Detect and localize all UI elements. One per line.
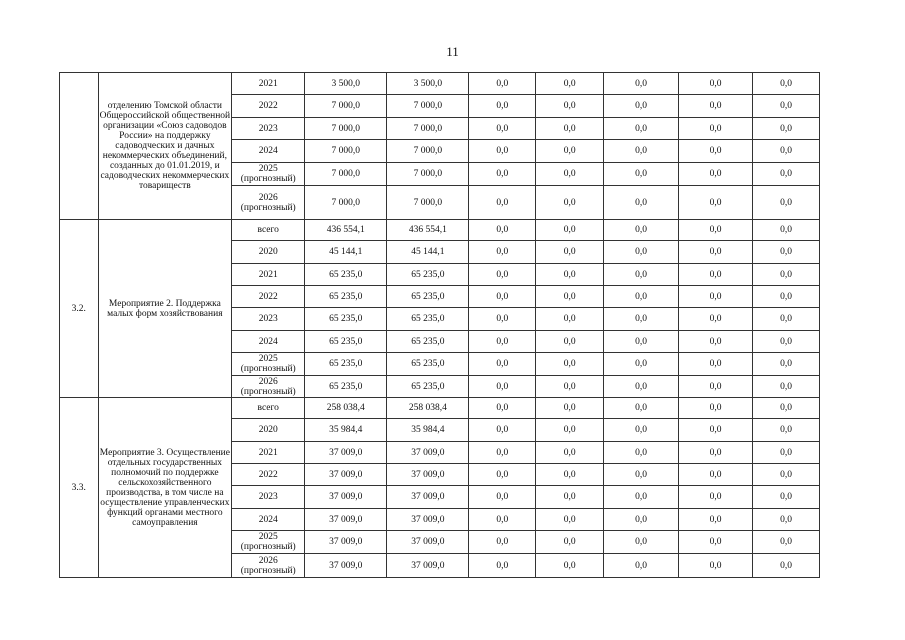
cell-year: 2023: [232, 118, 305, 140]
cell-source-3: 0,0: [536, 353, 604, 376]
cell-year: 2026 (прогнозный): [232, 554, 305, 578]
cell-source-5: 0,0: [679, 186, 753, 220]
cell-year: 2023: [232, 308, 305, 331]
cell-total: 3 500,0: [305, 73, 387, 95]
table-row: [60, 73, 820, 95]
cell-source-6: 0,0: [753, 140, 820, 163]
cell-source-4: 0,0: [604, 286, 679, 308]
cell-source-5: 0,0: [679, 163, 753, 186]
cell-source-1: 436 554,1: [387, 220, 469, 241]
cell-source-3: 0,0: [536, 486, 604, 509]
cell-source-4: 0,0: [604, 464, 679, 486]
cell-source-6: 0,0: [753, 220, 820, 241]
cell-source-3: 0,0: [536, 286, 604, 308]
cell-source-3: 0,0: [536, 419, 604, 442]
cell-source-3: 0,0: [536, 264, 604, 286]
cell-source-6: 0,0: [753, 241, 820, 264]
cell-source-4: 0,0: [604, 486, 679, 509]
cell-source-6: 0,0: [753, 331, 820, 353]
cell-source-6: 0,0: [753, 118, 820, 140]
cell-source-6: 0,0: [753, 353, 820, 376]
cell-total: 436 554,1: [305, 220, 387, 241]
cell-source-4: 0,0: [604, 186, 679, 220]
cell-source-1: 35 984,4: [387, 419, 469, 442]
cell-source-3: 0,0: [536, 308, 604, 331]
cell-source-4: 0,0: [604, 308, 679, 331]
cell-source-1: 45 144,1: [387, 241, 469, 264]
cell-total: 45 144,1: [305, 241, 387, 264]
cell-year: 2020: [232, 241, 305, 264]
cell-year: 2025 (прогнозный): [232, 531, 305, 554]
cell-source-1: 7 000,0: [387, 140, 469, 163]
cell-source-2: 0,0: [469, 464, 536, 486]
cell-total: 37 009,0: [305, 509, 387, 531]
cell-total: 37 009,0: [305, 531, 387, 554]
cell-source-1: 65 235,0: [387, 353, 469, 376]
cell-source-2: 0,0: [469, 531, 536, 554]
cell-source-4: 0,0: [604, 95, 679, 118]
cell-source-4: 0,0: [604, 331, 679, 353]
cell-source-5: 0,0: [679, 554, 753, 578]
cell-source-4: 0,0: [604, 554, 679, 578]
cell-source-1: 37 009,0: [387, 486, 469, 509]
item-name: Мероприятие 3. Осуществление отдельных государственных полномочий по поддержке сельскохозяйственного производства, в том числе на осуществление управленческих функций органами местного самоуправления: [98, 398, 232, 578]
cell-source-1: 258 038,4: [387, 398, 469, 419]
cell-source-1: 7 000,0: [387, 118, 469, 140]
cell-total: 7 000,0: [305, 95, 387, 118]
cell-source-2: 0,0: [469, 286, 536, 308]
cell-source-4: 0,0: [604, 509, 679, 531]
cell-source-3: 0,0: [536, 442, 604, 464]
cell-source-6: 0,0: [753, 95, 820, 118]
cell-source-5: 0,0: [679, 398, 753, 419]
cell-total: 35 984,4: [305, 419, 387, 442]
cell-source-3: 0,0: [536, 376, 604, 398]
cell-source-2: 0,0: [469, 140, 536, 163]
cell-source-3: 0,0: [536, 531, 604, 554]
cell-source-6: 0,0: [753, 264, 820, 286]
cell-source-5: 0,0: [679, 241, 753, 264]
cell-total: 7 000,0: [305, 186, 387, 220]
cell-source-4: 0,0: [604, 398, 679, 419]
cell-source-3: 0,0: [536, 554, 604, 578]
cell-source-5: 0,0: [679, 140, 753, 163]
cell-source-5: 0,0: [679, 73, 753, 95]
cell-source-3: 0,0: [536, 140, 604, 163]
cell-year: 2023: [232, 486, 305, 509]
cell-source-5: 0,0: [679, 95, 753, 118]
cell-source-6: 0,0: [753, 186, 820, 220]
cell-year: 2022: [232, 286, 305, 308]
cell-source-5: 0,0: [679, 308, 753, 331]
cell-source-1: 37 009,0: [387, 509, 469, 531]
cell-source-1: 37 009,0: [387, 531, 469, 554]
cell-source-3: 0,0: [536, 163, 604, 186]
item-name: отделению Томской области Общероссийской общественной организации «Союз садоводов России» на поддержку садоводческих и дачных некоммерческих объединений, созданных до 01.01.2019, и садоводческих некоммерческих товариществ: [98, 73, 232, 220]
cell-source-5: 0,0: [679, 220, 753, 241]
cell-source-6: 0,0: [753, 308, 820, 331]
cell-source-4: 0,0: [604, 353, 679, 376]
cell-source-4: 0,0: [604, 140, 679, 163]
cell-total: 7 000,0: [305, 140, 387, 163]
cell-year: 2024: [232, 509, 305, 531]
cell-source-3: 0,0: [536, 220, 604, 241]
cell-total: 65 235,0: [305, 264, 387, 286]
cell-source-6: 0,0: [753, 486, 820, 509]
cell-source-5: 0,0: [679, 509, 753, 531]
cell-year: 2024: [232, 140, 305, 163]
cell-source-1: 7 000,0: [387, 163, 469, 186]
cell-source-1: 37 009,0: [387, 464, 469, 486]
cell-source-2: 0,0: [469, 220, 536, 241]
cell-source-1: 65 235,0: [387, 308, 469, 331]
cell-source-1: 65 235,0: [387, 331, 469, 353]
cell-source-6: 0,0: [753, 398, 820, 419]
cell-total: 65 235,0: [305, 331, 387, 353]
cell-source-3: 0,0: [536, 398, 604, 419]
cell-source-2: 0,0: [469, 118, 536, 140]
cell-total: 37 009,0: [305, 486, 387, 509]
cell-source-4: 0,0: [604, 241, 679, 264]
cell-source-2: 0,0: [469, 554, 536, 578]
cell-source-4: 0,0: [604, 118, 679, 140]
cell-source-5: 0,0: [679, 486, 753, 509]
cell-source-1: 7 000,0: [387, 186, 469, 220]
budget-table: [59, 72, 820, 578]
cell-source-2: 0,0: [469, 376, 536, 398]
cell-year: 2025 (прогнозный): [232, 163, 305, 186]
cell-source-5: 0,0: [679, 531, 753, 554]
cell-source-6: 0,0: [753, 163, 820, 186]
item-number: 3.2.: [60, 220, 99, 398]
cell-total: 7 000,0: [305, 118, 387, 140]
cell-source-1: 65 235,0: [387, 376, 469, 398]
cell-source-2: 0,0: [469, 442, 536, 464]
cell-year: 2022: [232, 464, 305, 486]
cell-source-3: 0,0: [536, 186, 604, 220]
cell-source-3: 0,0: [536, 118, 604, 140]
cell-source-2: 0,0: [469, 331, 536, 353]
page-number: 11: [446, 44, 459, 59]
cell-year: 2026 (прогнозный): [232, 376, 305, 398]
cell-total: 65 235,0: [305, 286, 387, 308]
cell-year: 2021: [232, 264, 305, 286]
table-row: [60, 220, 820, 241]
cell-year: 2020: [232, 419, 305, 442]
cell-source-1: 3 500,0: [387, 73, 469, 95]
item-name: Мероприятие 2. Поддержка малых форм хозяйствования: [98, 220, 232, 398]
cell-year: всего: [232, 398, 305, 419]
cell-source-3: 0,0: [536, 331, 604, 353]
cell-year: всего: [232, 220, 305, 241]
cell-source-1: 37 009,0: [387, 442, 469, 464]
cell-source-6: 0,0: [753, 376, 820, 398]
cell-source-4: 0,0: [604, 264, 679, 286]
cell-source-2: 0,0: [469, 163, 536, 186]
cell-source-6: 0,0: [753, 464, 820, 486]
cell-source-4: 0,0: [604, 419, 679, 442]
cell-source-5: 0,0: [679, 419, 753, 442]
cell-source-2: 0,0: [469, 419, 536, 442]
cell-source-2: 0,0: [469, 509, 536, 531]
cell-year: 2022: [232, 95, 305, 118]
item-number: 3.3.: [60, 398, 99, 578]
cell-source-5: 0,0: [679, 442, 753, 464]
cell-total: 258 038,4: [305, 398, 387, 419]
cell-total: 65 235,0: [305, 308, 387, 331]
cell-source-3: 0,0: [536, 509, 604, 531]
cell-source-5: 0,0: [679, 353, 753, 376]
cell-source-4: 0,0: [604, 73, 679, 95]
cell-source-4: 0,0: [604, 442, 679, 464]
cell-source-2: 0,0: [469, 353, 536, 376]
cell-source-3: 0,0: [536, 241, 604, 264]
cell-source-1: 37 009,0: [387, 554, 469, 578]
cell-year: 2024: [232, 331, 305, 353]
cell-total: 65 235,0: [305, 376, 387, 398]
cell-total: 37 009,0: [305, 464, 387, 486]
cell-source-3: 0,0: [536, 73, 604, 95]
cell-source-2: 0,0: [469, 241, 536, 264]
cell-source-6: 0,0: [753, 419, 820, 442]
cell-total: 37 009,0: [305, 554, 387, 578]
cell-source-3: 0,0: [536, 464, 604, 486]
cell-total: 7 000,0: [305, 163, 387, 186]
cell-source-6: 0,0: [753, 554, 820, 578]
cell-source-2: 0,0: [469, 264, 536, 286]
cell-source-2: 0,0: [469, 486, 536, 509]
cell-source-4: 0,0: [604, 163, 679, 186]
cell-source-2: 0,0: [469, 73, 536, 95]
cell-year: 2025 (прогнозный): [232, 353, 305, 376]
cell-year: 2026 (прогнозный): [232, 186, 305, 220]
cell-source-5: 0,0: [679, 464, 753, 486]
cell-source-5: 0,0: [679, 376, 753, 398]
cell-source-5: 0,0: [679, 331, 753, 353]
cell-source-5: 0,0: [679, 286, 753, 308]
cell-source-1: 65 235,0: [387, 264, 469, 286]
cell-source-6: 0,0: [753, 509, 820, 531]
budget-table-body: [60, 73, 820, 578]
table-row: [60, 398, 820, 419]
cell-source-5: 0,0: [679, 264, 753, 286]
cell-source-1: 65 235,0: [387, 286, 469, 308]
cell-source-2: 0,0: [469, 398, 536, 419]
item-number: [60, 73, 99, 220]
cell-source-2: 0,0: [469, 186, 536, 220]
cell-source-6: 0,0: [753, 73, 820, 95]
cell-source-4: 0,0: [604, 531, 679, 554]
cell-source-2: 0,0: [469, 95, 536, 118]
cell-source-4: 0,0: [604, 220, 679, 241]
cell-source-3: 0,0: [536, 95, 604, 118]
cell-source-5: 0,0: [679, 118, 753, 140]
cell-year: 2021: [232, 442, 305, 464]
cell-source-6: 0,0: [753, 531, 820, 554]
cell-source-2: 0,0: [469, 308, 536, 331]
cell-source-6: 0,0: [753, 286, 820, 308]
cell-total: 65 235,0: [305, 353, 387, 376]
cell-source-1: 7 000,0: [387, 95, 469, 118]
cell-year: 2021: [232, 73, 305, 95]
cell-source-6: 0,0: [753, 442, 820, 464]
cell-source-4: 0,0: [604, 376, 679, 398]
cell-total: 37 009,0: [305, 442, 387, 464]
